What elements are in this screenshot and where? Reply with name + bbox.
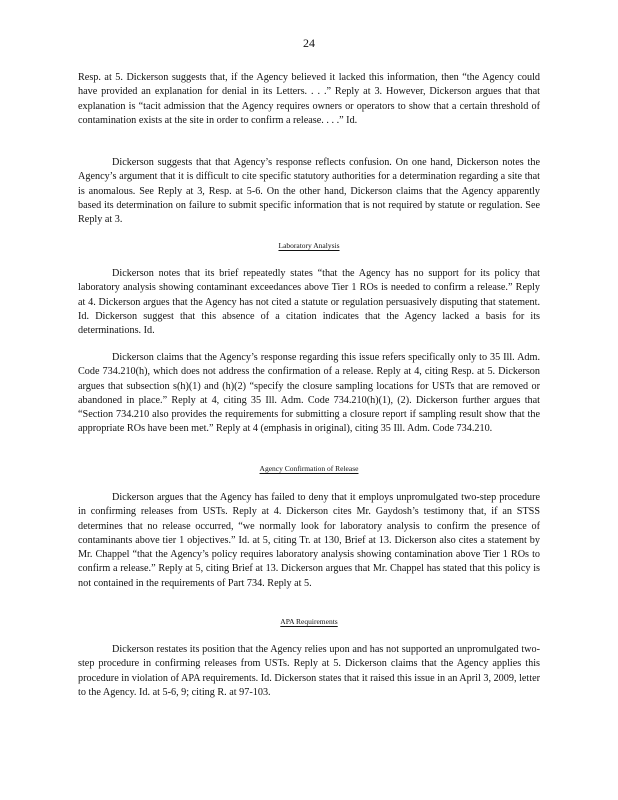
paragraph-resp-at-5: Resp. at 5. Dickerson suggests that, if the Agency believed it lacked this information, then “the Agency could have provided an explanation for denial in its Letters. . . .” Reply at 3. However, Dickerson argues that that explanation is “tacit admission that the Agency requires owners or operators to show that a certain threshold of contamination exists at the site in order to confirm a release. . . .” Id.	[78, 72, 540, 126]
paragraph-apa-violation: Dickerson restates its position that the Agency relies upon and has not supported an unpromulgated two-step procedure in confirming releases from USTs. Reply at 5. Dickerson claims that the Agency applies this procedure in violation of APA requirements. Id. Dickerson states that it raised this issue in an April 3, 2009, letter to the Agency. Id. at 5-6, 9; citing R. at 97-103.	[78, 644, 540, 698]
heading-laboratory-analysis-text: Laboratory Analysis	[278, 241, 340, 250]
heading-laboratory-analysis	[0, 241, 618, 251]
heading-apa-requirements	[0, 617, 618, 627]
paragraph-two-step-procedure: Dickerson argues that the Agency has failed to deny that it employs unpromulgated two-step procedure in confirming releases from USTs. Reply at 4. Dickerson cites Mr. Gaydosh’s testimony that, if an STSS determines that no release occurred, “we normally look for laboratory analysis to confirm the presence of contaminants above tier 1 objectives.” Id. at 5, citing Tr. at 130, Brief at 13. Dickerson also cites a statement by Mr. Chappel “that the Agency’s policy requires laboratory analysis showing contamination above Tier 1 ROs to confirm a release.” Reply at 5, citing Brief at 13. Dickerson argues that Mr. Chappel has stated that this policy is not contained in the requirements of Part 734. Reply at 5.	[78, 492, 540, 589]
paragraph-lab-analysis-support: Dickerson notes that its brief repeatedly states “that the Agency has no support for its policy that laboratory analysis showing contaminant exceedances above Tier 1 ROs is needed to confirm a release.” Reply at 4. Dickerson argues that the Agency has not cited a statute or regulation persuasively disputing that statement. Id. Dickerson suggest that this absence of a citation indicates that the Agency lacked a basis for its determinations. Id.	[78, 268, 540, 337]
heading-agency-confirmation-text: Agency Confirmation of Release	[259, 464, 359, 473]
heading-agency-confirmation-of-release	[0, 464, 618, 474]
page-number: 24	[303, 36, 315, 50]
paragraph-agency-confusion: Dickerson suggests that that Agency’s response reflects confusion. On one hand, Dickerson notes the Agency’s argument that it is difficult to cite specific statutory authorities for a determination regarding a site that is anomalous. See Reply at 3, Resp. at 5-6. On the other hand, Dickerson claims that the Agency apparently based its determination on failure to submit specific information that is not required by statute or regulation. See Reply at 3.	[78, 157, 540, 226]
heading-apa-requirements-text: APA Requirements	[280, 617, 338, 626]
paragraph-section-734-210: Dickerson claims that the Agency’s response regarding this issue refers specifically only to 35 Ill. Adm. Code 734.210(h), which does not address the confirmation of a release. Reply at 4, citing Resp. at 5. Dickerson argues that subsection s(h)(1) and (h)(2) “specify the closure sampling locations for USTs that are removed or abandoned in place.” Reply at 4, citing 35 Ill. Adm. Code 734.210(h)(1), (2). Dickerson further argues that “Section 734.210 also provides the requirements for submitting a closure report if sampling result show that the appropriate ROs have been met.” Reply at 4 (emphasis in original), citing 35 Ill. Adm. Code 734.210.	[78, 352, 540, 435]
